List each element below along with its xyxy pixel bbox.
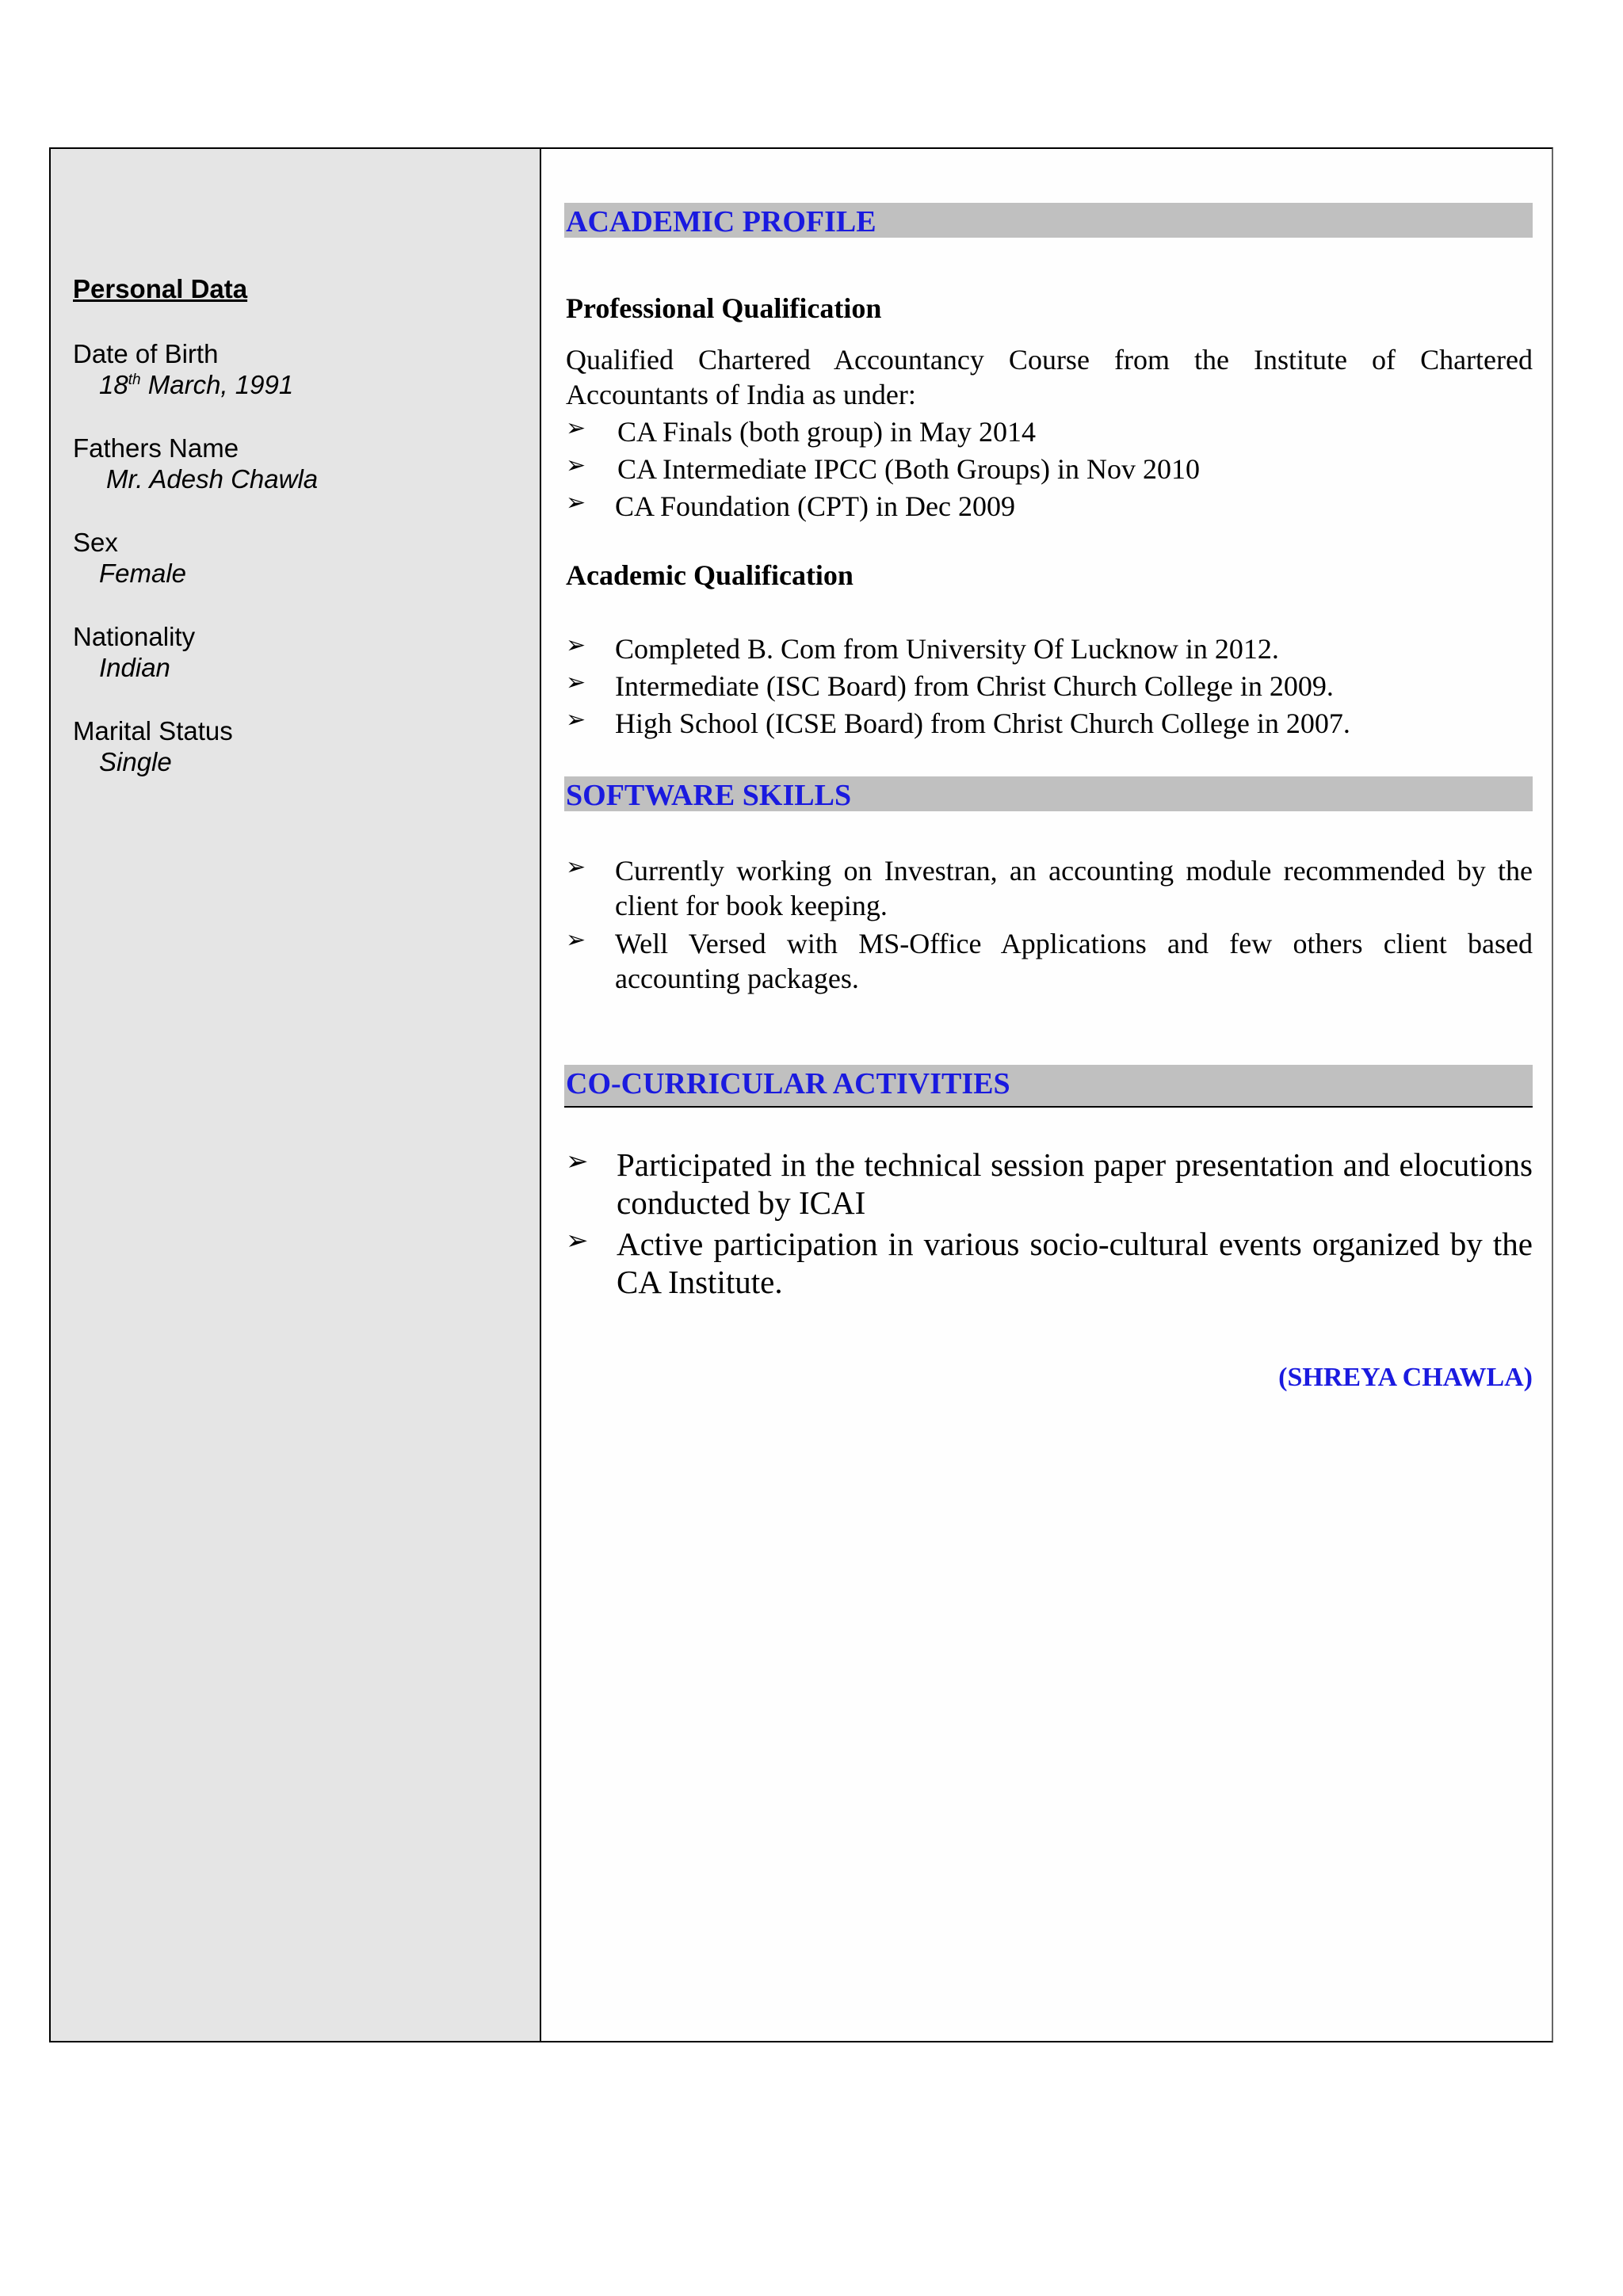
marital-label: Marital Status bbox=[73, 716, 233, 746]
father-label: Fathers Name bbox=[73, 433, 239, 463]
arrow-bullet-icon: ➢ bbox=[566, 631, 586, 659]
father-value: Mr. Adesh Chawla bbox=[106, 464, 319, 494]
arrow-bullet-icon: ➢ bbox=[566, 706, 586, 734]
academic-qualification-heading: Academic Qualification bbox=[566, 559, 854, 591]
arrow-bullet-icon: ➢ bbox=[566, 1146, 589, 1177]
professional-intro: Qualified Chartered Accountancy Course from the Institute of Chartered Accountants of India as under: bbox=[566, 344, 1533, 410]
dob-label: Date of Birth bbox=[73, 339, 219, 368]
marital-value: Single bbox=[99, 747, 172, 776]
signature-name: (SHREYA CHAWLA) bbox=[1278, 1363, 1533, 1392]
arrow-bullet-icon: ➢ bbox=[566, 853, 586, 881]
arrow-bullet-icon: ➢ bbox=[566, 414, 586, 442]
software-skills-heading-text: SOFTWARE SKILLS bbox=[566, 779, 852, 812]
cocurricular-heading-text: CO-CURRICULAR ACTIVITIES bbox=[566, 1067, 1010, 1100]
nationality-label: Nationality bbox=[73, 622, 196, 651]
academic-profile-heading-text: ACADEMIC PROFILE bbox=[566, 205, 876, 238]
academic-profile-heading bbox=[564, 203, 1533, 238]
dob-value: 18th March, 1991 bbox=[99, 370, 294, 399]
personal-data-title: Personal Data bbox=[73, 274, 248, 303]
software-skills-heading bbox=[564, 776, 1533, 811]
sex-label: Sex bbox=[73, 528, 118, 557]
arrow-bullet-icon: ➢ bbox=[566, 452, 586, 479]
sex-value: Female bbox=[99, 559, 187, 588]
arrow-bullet-icon: ➢ bbox=[566, 1225, 589, 1257]
cocurricular-heading bbox=[564, 1065, 1533, 1108]
nationality-value: Indian bbox=[99, 653, 170, 682]
professional-qualification-heading: Professional Qualification bbox=[566, 292, 882, 324]
arrow-bullet-icon: ➢ bbox=[566, 926, 586, 954]
arrow-bullet-icon: ➢ bbox=[566, 669, 586, 696]
arrow-bullet-icon: ➢ bbox=[566, 489, 586, 517]
